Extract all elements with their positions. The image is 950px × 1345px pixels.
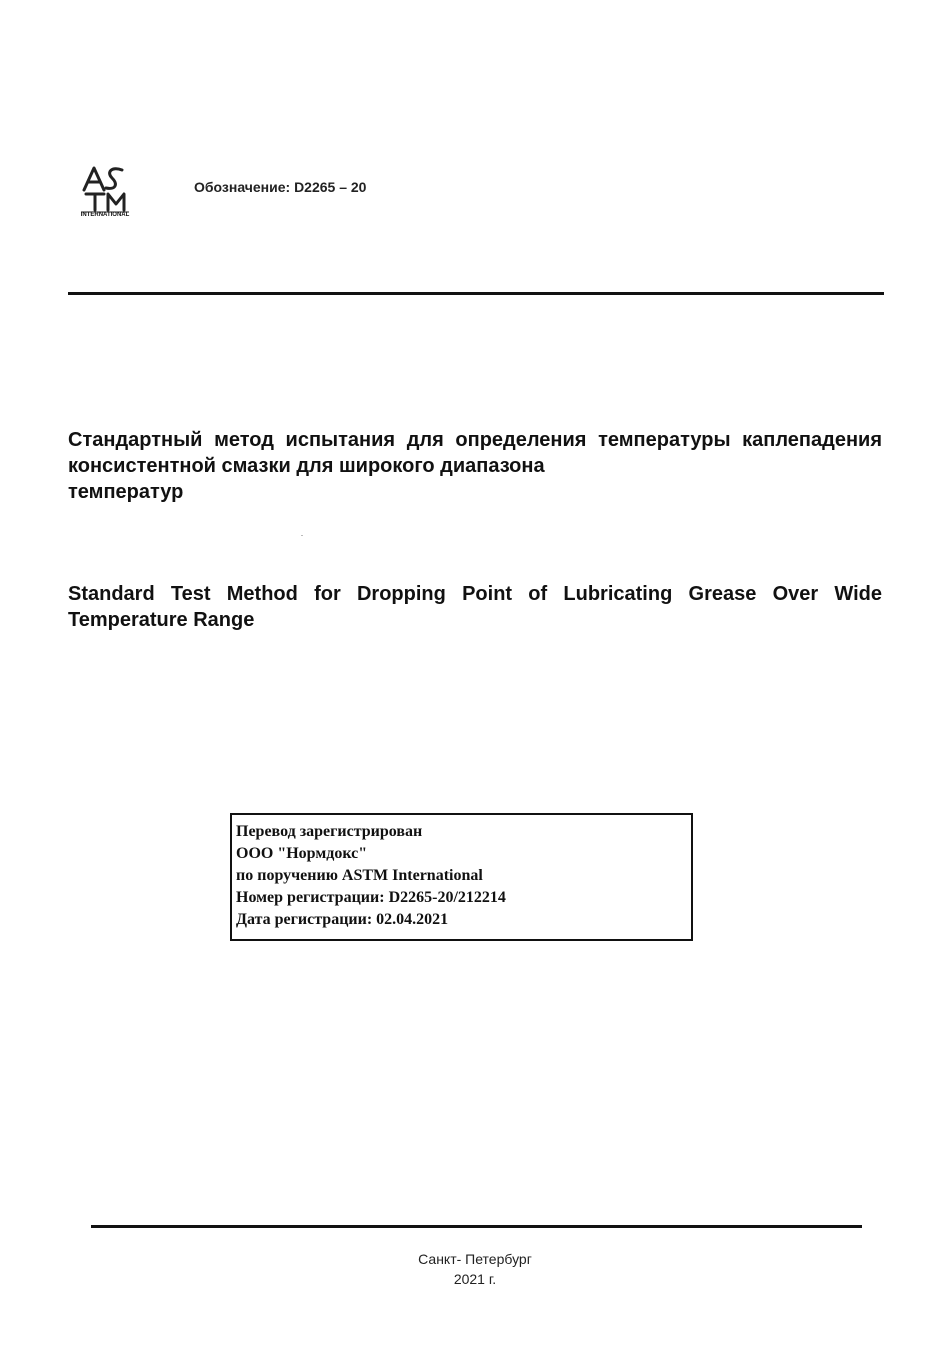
title-russian — [68, 427, 882, 505]
title-russian-line1: Стандартный метод испытания для определения температуры каплепадения консистентной смазки для широкого диапазона — [68, 429, 882, 477]
logo-text: INTERNATIONAL — [80, 212, 130, 218]
title-english: Standard Test Method for Dropping Point of Lubricating Grease Over Wide Temperature Range — [68, 583, 882, 631]
footer-year: 2021 г. — [453, 1271, 497, 1287]
astm-international-logo-icon — [78, 164, 132, 222]
footer — [0, 1249, 950, 1289]
registration-line: по поручению ASTM International — [236, 867, 483, 884]
document-designation: Обозначение: D2265 – 20 — [194, 179, 367, 195]
stray-mark — [301, 535, 303, 536]
registration-number: Номер регистрации: D2265-20/212214 — [236, 889, 506, 906]
title-russian-line2: температур — [68, 481, 184, 503]
registration-line: ООО "Нормдокс" — [236, 845, 368, 862]
registration-line: Перевод зарегистрирован — [236, 823, 423, 840]
bottom-divider — [91, 1225, 862, 1228]
registration-date: Дата регистрации: 02.04.2021 — [236, 911, 449, 928]
registration-box — [230, 813, 693, 941]
top-divider — [68, 292, 884, 295]
footer-city: Санкт- Петербург — [418, 1251, 532, 1267]
